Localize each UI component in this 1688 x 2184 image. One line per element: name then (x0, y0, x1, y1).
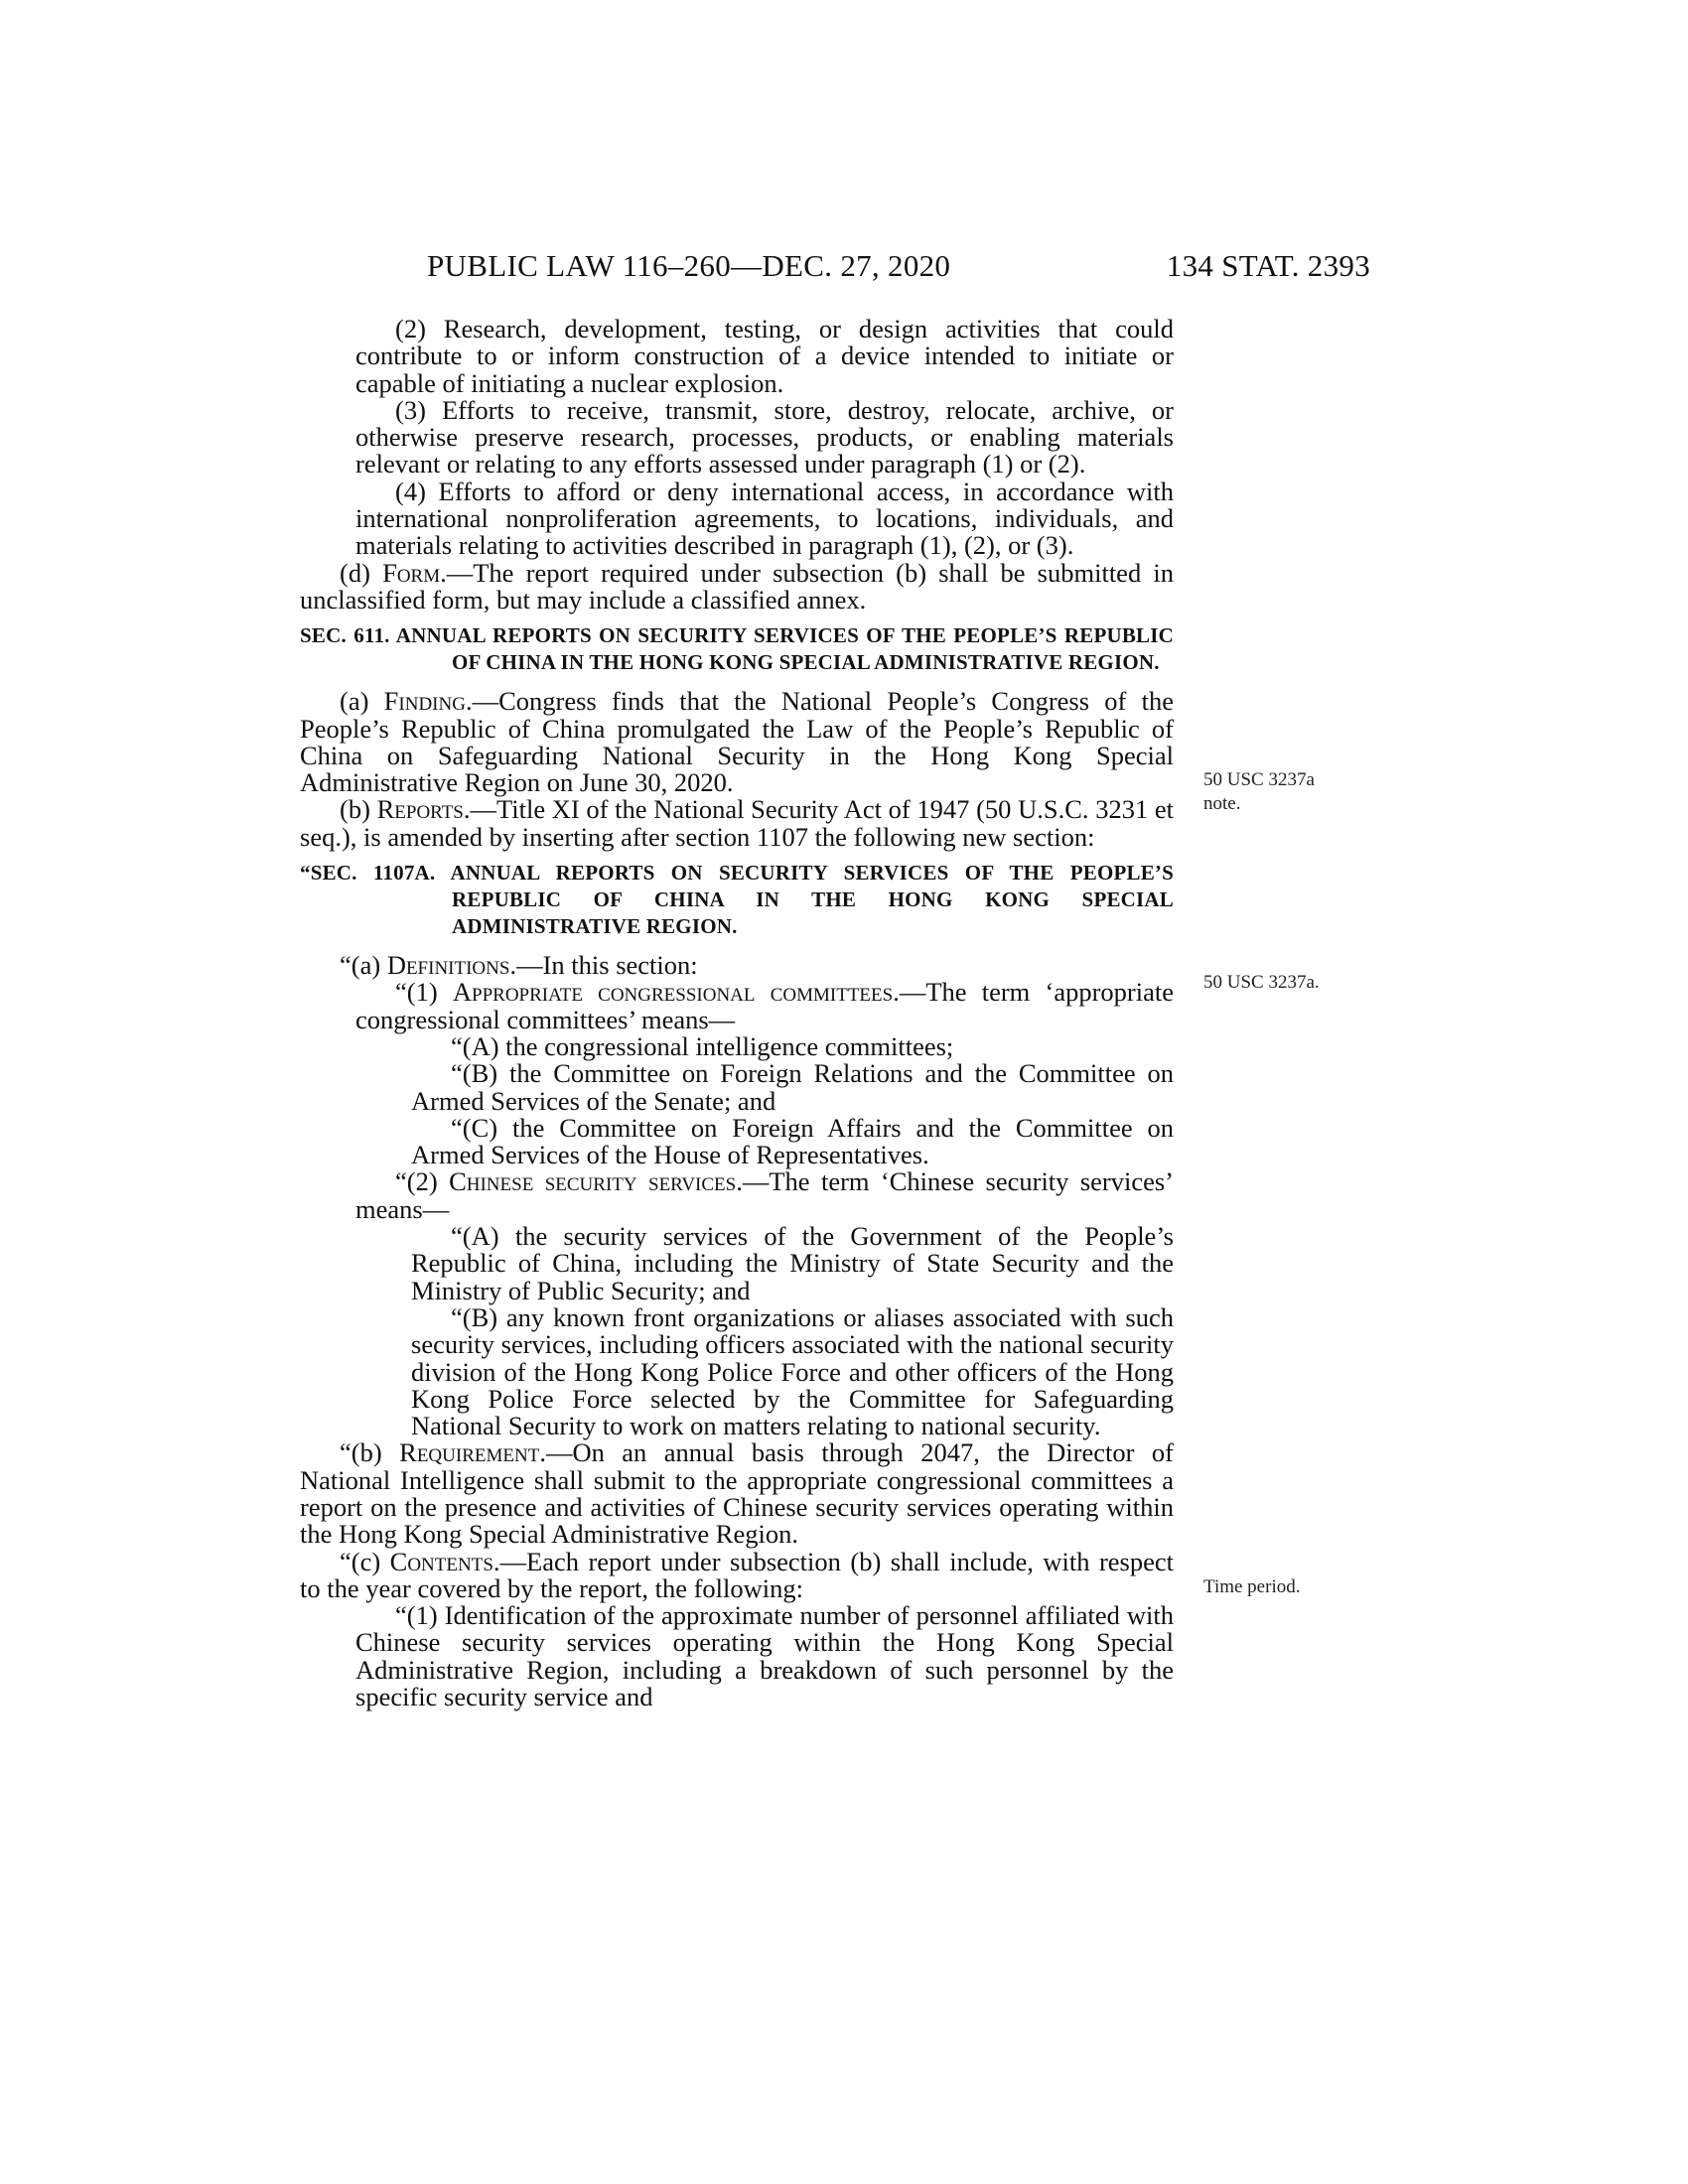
text: .—The report required under subsection (b) shall be submitted in unclassified form, but may include a classified annex. (300, 557, 1174, 614)
caption: Contents (389, 1546, 493, 1576)
caption: Definitions (386, 950, 510, 981)
margin-note-usc-note: 50 USC 3237a note. (1203, 769, 1315, 814)
definition-1-a: “(A) the congressional intelligence committees; (451, 1030, 954, 1061)
definition-1-b: “(B) the Committee on Foreign Relations and the Committee on Armed Services of the Senate; and (411, 1058, 1174, 1116)
label: (a) (340, 686, 384, 717)
body-text (300, 316, 1174, 1710)
label: (b) (340, 794, 377, 825)
label: “(2) (395, 1166, 450, 1197)
subsection-c-contents (300, 1546, 1174, 1603)
caption: Chinese security services (449, 1166, 737, 1197)
subsection-a-finding (300, 688, 1174, 796)
contents-1-identification: “(1) Identification of the approximate number of personnel affiliated with Chinese security services operating within the Hong Kong Special Administrative Region, including a breakdown of such personnel by the specific security service and (355, 1600, 1174, 1712)
caption: Reports (376, 794, 464, 825)
section-1107a-heading: “SEC. 1107A. ANNUAL REPORTS ON SECURITY SERVICES OF THE PEOPLE’S REPUBLIC OF CHINA IN THE HONG KONG SPECIAL ADMINISTRATIVE REGION. (300, 861, 1174, 939)
definition-1-committees (300, 979, 1174, 1033)
subsection-d-form (300, 557, 1174, 614)
paragraph-2-research: (2) Research, development, testing, or design activities that could contribute to or inform construction of a device intended to initiate or capable of initiating a nuclear explosion. (355, 314, 1174, 398)
subsection-b-reports (300, 796, 1174, 851)
definition-2-security-services (300, 1168, 1174, 1223)
margin-note-usc: 50 USC 3237a. (1203, 972, 1320, 993)
label: “(c) (340, 1546, 390, 1576)
header-title: PUBLIC LAW 116–260—DEC. 27, 2020 (427, 248, 951, 283)
caption: Form (382, 557, 441, 588)
label: “(a) (340, 950, 387, 981)
caption: Appropriate congressional committees (452, 977, 894, 1008)
definition-1-c: “(C) the Committee on Foreign Affairs and the Committee on Armed Services of the House of Representatives. (411, 1112, 1174, 1170)
paragraph-4-access: (4) Efforts to afford or deny international access, in accordance with international nonproliferation agreements, to locations, individuals, and materials relating to activities described in paragraph (1), (2), or (3). (355, 476, 1174, 561)
text: .—On an annual basis through 2047, the Director of National Intelligence shall submit to the appropriate congressional committees a report on the presence and activities of Chinese security services operating within the Hong Kong Special Administrative Region. (300, 1437, 1174, 1550)
label: “(b) (340, 1437, 400, 1468)
label: “(1) (395, 977, 453, 1008)
text: .—In this section: (509, 950, 698, 981)
definition-2-a: “(A) the security services of the Government of the People’s Republic of China, including the Ministry of State Security and the Ministry of Public Security; and (411, 1221, 1174, 1305)
paragraph-3-efforts: (3) Efforts to receive, transmit, store, destroy, relocate, archive, or otherwise preserve research, processes, products, or enabling materials relevant or relating to any efforts assessed under paragraph (1) or (2). (355, 394, 1174, 479)
text: .—Each report under subsection (b) shall include, with respect to the year covered by the report, the following: (300, 1546, 1174, 1603)
subsection-b-requirement (300, 1439, 1174, 1548)
text: .—The term ‘Chinese security services’ means— (355, 1166, 1174, 1224)
section-611-heading: SEC. 611. ANNUAL REPORTS ON SECURITY SERVICES OF THE PEOPLE’S REPUBLIC OF CHINA IN THE HONG KONG SPECIAL ADMINISTRATIVE REGION. (300, 623, 1174, 675)
text: .—Title XI of the National Security Act of 1947 (50 U.S.C. 3231 et seq.), is amended by inserting after section 1107 the following new section: (300, 794, 1175, 852)
text: .—The term ‘appropriate congressional committees’ means— (355, 977, 1174, 1034)
header-stat-page: 134 STAT. 2393 (1166, 248, 1370, 283)
margin-notes (1203, 0, 1402, 2184)
subsection-a-definitions (300, 952, 1174, 979)
definition-2-b: “(B) any known front organizations or aliases associated with such security services, including officers associated with the national security division of the Hong Kong Police Force and other officers of the Hong Kong Police Force selected by the Committee for Safeguarding National Security to work on matters relating to national security. (411, 1301, 1174, 1441)
label: (d) (340, 557, 383, 588)
caption: Requirement (399, 1437, 540, 1468)
margin-note-time-period: Time period. (1203, 1576, 1301, 1597)
caption: Finding (383, 686, 466, 717)
text: .—Congress finds that the National People’s Congress of the People’s Republic of China promulgated the Law of the People’s Republic of China on Safeguarding National Security in the Hong Kong Special Administrative Region on June 30, 2020. (300, 686, 1174, 798)
